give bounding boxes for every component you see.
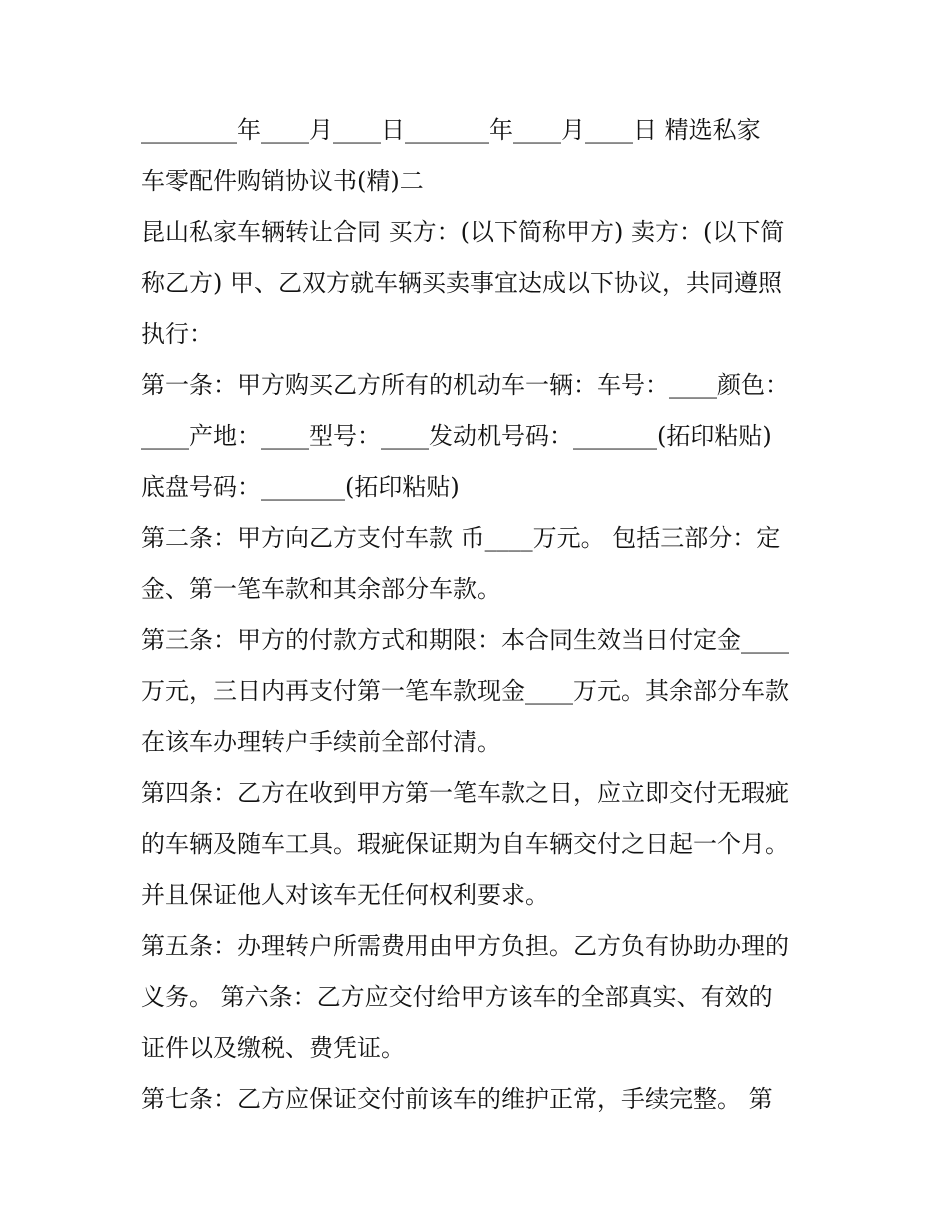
text-line: 第五条：办理转户所需费用由甲方负担。乙方负有协助办理的 [141, 932, 789, 960]
text-line: 第三条：甲方的付款方式和期限：本合同生效当日付定金____ [141, 626, 789, 654]
text-line: ________年____月____日_______年____月____日 精选私家 [141, 116, 761, 144]
text-line: 证件以及缴税、费凭证。 [141, 1034, 405, 1062]
text-line: 昆山私家车辆转让合同 买方：(以下简称甲方) 卖方：(以下简 [141, 218, 785, 246]
text-line: 第七条：乙方应保证交付前该车的维护正常，手续完整。 第 [141, 1085, 773, 1113]
text-line: 车零配件购销协议书(精)二 [141, 167, 424, 195]
text-line: ____产地：____型号：____发动机号码：_______(拓印粘贴) [141, 422, 772, 450]
text-line: 万元，三日内再支付第一笔车款现金____万元。其余部分车款 [141, 677, 789, 705]
text-line: 执行： [141, 320, 213, 348]
text-line: 金、第一笔车款和其余部分车款。 [141, 575, 501, 603]
text-line: 在该车办理转户手续前全部付清。 [141, 728, 501, 756]
text-line: 第一条：甲方购买乙方所有的机动车一辆：车号：____颜色： [141, 371, 789, 399]
document-body [141, 105, 813, 1125]
text-line: 第二条：甲方向乙方支付车款 币____万元。 包括三部分：定 [141, 524, 781, 552]
text-line: 的车辆及随车工具。瑕疵保证期为自车辆交付之日起一个月。 [141, 830, 789, 858]
text-line: 称乙方) 甲、乙双方就车辆买卖事宜达成以下协议，共同遵照 [141, 269, 782, 297]
text-line: 第四条：乙方在收到甲方第一笔车款之日，应立即交付无瑕疵 [141, 779, 789, 807]
text-line: 并且保证他人对该车无任何权利要求。 [141, 881, 549, 909]
text-line: 底盘号码：_______(拓印粘贴) [141, 473, 460, 501]
text-line: 义务。 第六条：乙方应交付给甲方该车的全部真实、有效的 [141, 983, 773, 1011]
